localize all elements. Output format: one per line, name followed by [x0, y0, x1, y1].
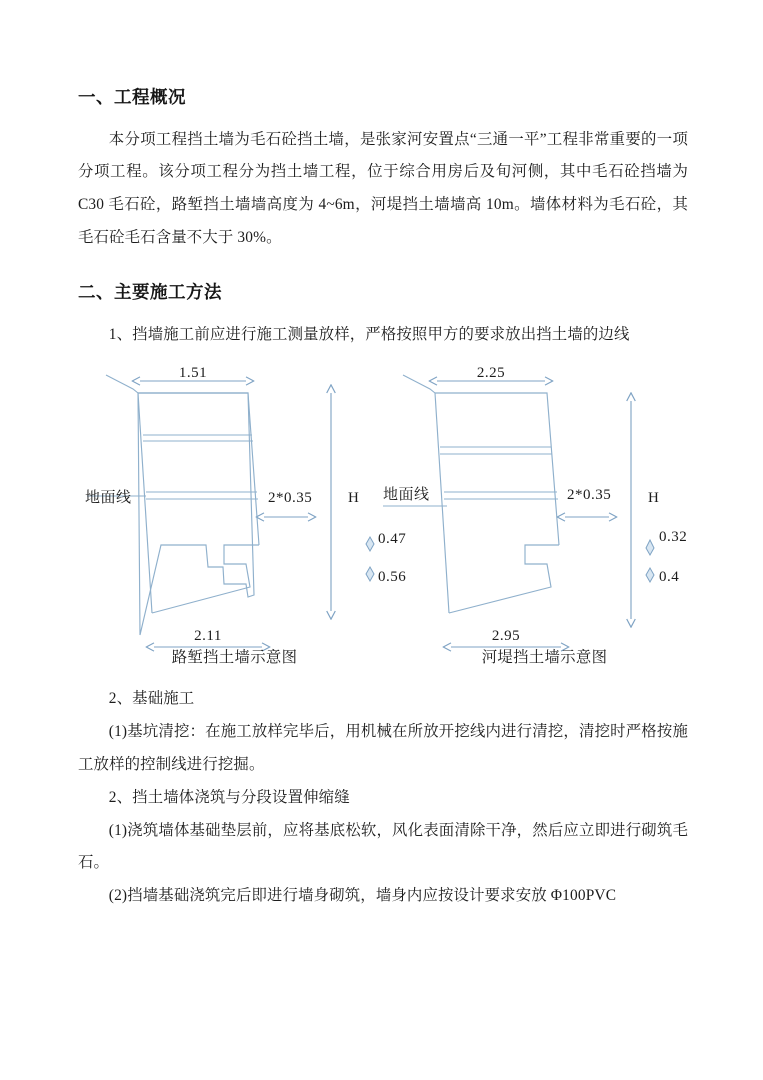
left-wall-fill [138, 393, 260, 613]
left-step-height-1: 0.47 [378, 531, 407, 548]
figure-captions [78, 645, 688, 667]
right-ground-label: 地面线 [383, 487, 430, 504]
retaining-wall-diagrams [78, 359, 688, 679]
section-1-paragraph-1: 本分项工程挡土墙为毛石砼挡土墙，是张家河安置点“三通一平”工程非常重要的一项分项工程。该分项工程分为挡土墙工程，位于综合用房后及旬河侧，其中毛石砼挡墙为 C30 毛石砼，路堑挡土墙墙高度为 4~6m，河堤挡土墙墙高 10m。墙体材料为毛石砼，其毛石砼毛石含量不大于 30%。 [78, 130, 688, 247]
right-footing-steps [449, 545, 559, 613]
right-slope-line [403, 375, 435, 393]
left-height-label: H [348, 490, 360, 507]
left-wall-outline [138, 393, 254, 635]
after-figure-paragraph-3: 2、挡土墙体浇筑与分段设置伸缩缝 [108, 788, 350, 806]
left-wall-diagram [85, 365, 406, 647]
retaining-wall-svg [78, 359, 688, 659]
right-top-width-value: 2.25 [476, 365, 506, 382]
left-step-width-value: 2*0.35 [268, 490, 313, 507]
left-slope-line [106, 375, 138, 393]
right-step-height-2: 0.4 [659, 569, 680, 586]
right-step-width-value: 2*0.35 [567, 487, 612, 504]
right-bottom-width-value: 2.95 [491, 628, 521, 645]
right-step-height-marker-1-icon [646, 540, 654, 555]
section-heading-1: 一、工程概况 [78, 87, 186, 107]
after-figure-paragraph-5: (2)挡墙基础浇筑完后即进行墙身砌筑，墙身内应按设计要求安放 Φ100PVC [108, 887, 617, 905]
left-wall-top-and-right-upper [138, 393, 259, 545]
left-bottom-width-value: 2.11 [194, 628, 222, 645]
left-footing-steps [152, 545, 259, 613]
right-wall-diagram [383, 365, 687, 647]
right-figure-caption: 河堤挡土墙示意图 [481, 649, 608, 667]
document-content [78, 86, 688, 913]
left-step-height-marker-2-icon [366, 567, 374, 581]
section-heading-2: 二、主要施工方法 [78, 281, 222, 302]
left-step-height-2: 0.56 [378, 569, 407, 586]
after-figure-paragraph-1: 2、基础施工 [108, 690, 195, 708]
right-wall-top-and-right-upper [435, 393, 559, 545]
right-height-label: H [648, 490, 660, 507]
after-figure-paragraph-2: (1)基坑清挖：在施工放样完毕后，用机械在所放开挖线内进行清挖，清挖时严格按施工放样的控制线进行挖掘。 [78, 723, 688, 773]
after-figure-paragraph-4: (1)浇筑墙体基础垫层前，应将基底松软，风化表面清除干净，然后应立即进行砌筑毛石。 [78, 821, 688, 872]
left-top-width-value: 1.51 [178, 365, 208, 382]
right-step-height-marker-2-icon [646, 568, 654, 582]
left-ground-label: 地面线 [85, 490, 132, 507]
left-figure-caption: 路堑挡土墙示意图 [171, 649, 298, 667]
section-2-paragraph-1: 1、挡墙施工前应进行施工测量放样，严格按照甲方的要求放出挡土墙的边线 [108, 325, 630, 343]
left-step-height-marker-1-icon [366, 537, 374, 551]
right-step-height-1: 0.32 [659, 529, 688, 546]
right-wall-left-face [435, 393, 449, 613]
